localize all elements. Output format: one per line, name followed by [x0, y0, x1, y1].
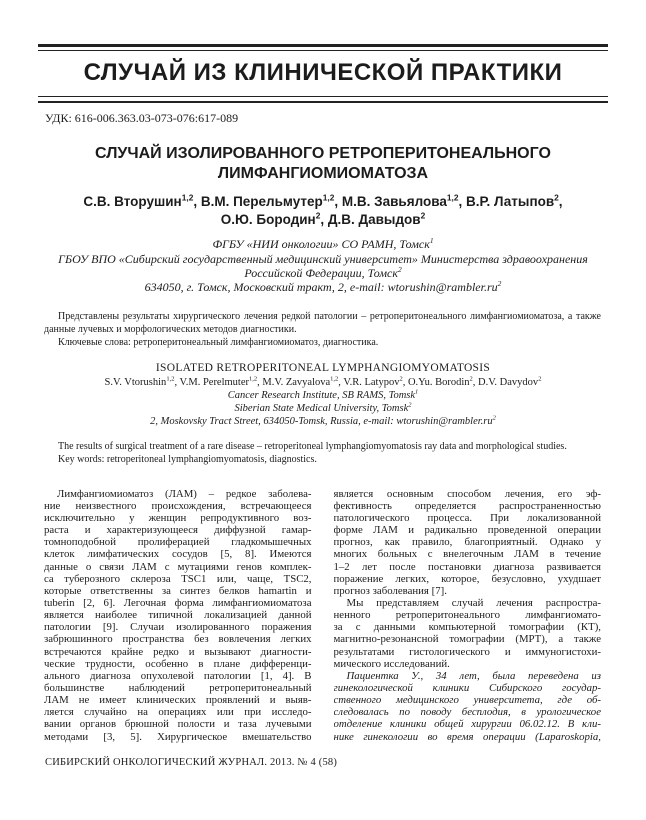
affiliations-en: Cancer Research Institute, SB RAMS, Tomsk$^1$ Siberian State Medical University, Tomsk$^2$ 2, Moskovsky Tract Street, 634050-Tomsk, Russia, e-mail: $wtorushin@rambler.ru^2$	[150, 388, 496, 427]
authors-ru: С.В. Вторушин$^{1,2}$, В.М. Перельмутер$^{1,2}$, М.В. Завьялова$^{1,2}$, В.Р. Латыпов$^2$, О.Ю. Бородин$^2$, Д.В. Давыдов$^2$	[83, 192, 563, 227]
english-header-block	[0, 362, 646, 428]
abstract-ru: Представлены результаты хирургического лечения редкой патологии – ретроперитонеального лимфангиомиоматоза, а также данные лучевых и морфологических методов диагностики. Ключевые слова: ретроперитонеальный лимфангиомиоматоз, диагностика.	[44, 311, 601, 349]
body-columns	[44, 488, 601, 743]
left-column: Лимфангиомиоматоз (ЛАМ) – редкое заболева- ние неизвестного происхождения, встречающееся исключительно у женщин репродуктивного воз- раста и характеризующееся диффузной гамар- томноподобной пролиферацией гладкомышечных клеток лимфатических сосудов [5, 8]. Имеются данные о связи ЛАМ с мутациями генов комплек- са туберозного склероза TSC1 или, чаще, TSC2, которые ответственны за синтез белков hamartin и tuberin [2, 6]. Легочная форма лимфангиомиоматоза является наиболее типичной локализацией данной патологии [9]. Случаи изолированного поражения забрюшинного пространства без вовлечения легких встречаются крайне редко и вызывают диагности- ческие трудности, особенно в плане дифференци- ального диагноза опухолевой патологии [1, 4]. В большинстве наблюдений ретроперитонеальный ЛАМ не имеет клинических проявлений и выяв- ляется случайно на операциях или при исследо- вании органов брюшной полости и таза лучевыми методами [3, 5]. Хирургическое вмешательство	[44, 487, 312, 743]
affiliations-ru: ФГБУ «НИИ онкологии» СО РАМН, Томск$^1$ ГБОУ ВПО «Сибирский государственный медицинский университет» Министерства здравоохранения Российской Федерации, Томск$^2$ 634050, г. Томск, Московский тракт, 2, e-mail: $wtorushin@rambler.ru^2$	[58, 236, 588, 294]
banner-bottom-rule	[38, 96, 608, 103]
article-title-ru: СЛУЧАЙ ИЗОЛИРОВАННОГО РЕТРОПЕРИТОНЕАЛЬНОГО ЛИМФАНГИОМИОМАТОЗА	[95, 145, 551, 183]
udc-code: УДК: 616-006.363.03-073-076:617-089	[45, 111, 239, 126]
banner-top-rule	[38, 44, 608, 51]
abstract-en: The results of surgical treatment of a rare disease – retroperitoneal lymphangiomyomatosis ray data and morphological studies. Key words: retroperitoneal lymphangiomyomatosis, diagnostics.	[58, 440, 567, 465]
footer-journal-line: СИБИРСКИЙ ОНКОЛОГИЧЕСКИЙ ЖУРНАЛ. 2013. № 4 (58)	[45, 757, 338, 768]
right-column: является основным способом лечения, его эф- фективность определяется распространенностью патологического процесса. При локализованной форме ЛАМ и радикально проведенной операции прогноз, как правило, благоприятный. Однако у многих больных с внелегочным ЛАМ в течение 1–2 лет после постановки диагноза развивается поражение легких, которое, безусловно, ухудшает прогноз заболевания [7]. Мы представляем случай лечения распростра- ненного ретроперитонеального лимфангиомато- за с данными компьютерной томографии (КТ), магнитно-резонансной томографии (МРТ), а также результатами гистологического и иммуногистохи- мического исследований. Пациентка У., 34 лет, была переведена из гинекологической клиники Сибирского государ- ственного медицинского университета, где об- следовалась по поводу бесплодия, в урологическое отделение клиники общей хирургии 06.02.12. В кли- нике гинекологии во время операции (Laparoskopia,	[333, 487, 601, 743]
article-title-en: ISOLATED RETROPERITONEAL LYMPHANGIOMYOMATOSIS	[155, 362, 491, 375]
authors-en: S.V. Vtorushin$^{1,2}$, V.M. Perelmuter$^{1,2}$, M.V. Zavyalova$^{1,2}$, V.R. Latypov$^2$, O.Yu. Borodin$^2$, D.V. Davydov$^2$	[104, 375, 542, 388]
section-banner-title: СЛУЧАЙ ИЗ КЛИНИЧЕСКОЙ ПРАКТИКИ	[83, 59, 563, 87]
section-banner	[38, 44, 608, 103]
